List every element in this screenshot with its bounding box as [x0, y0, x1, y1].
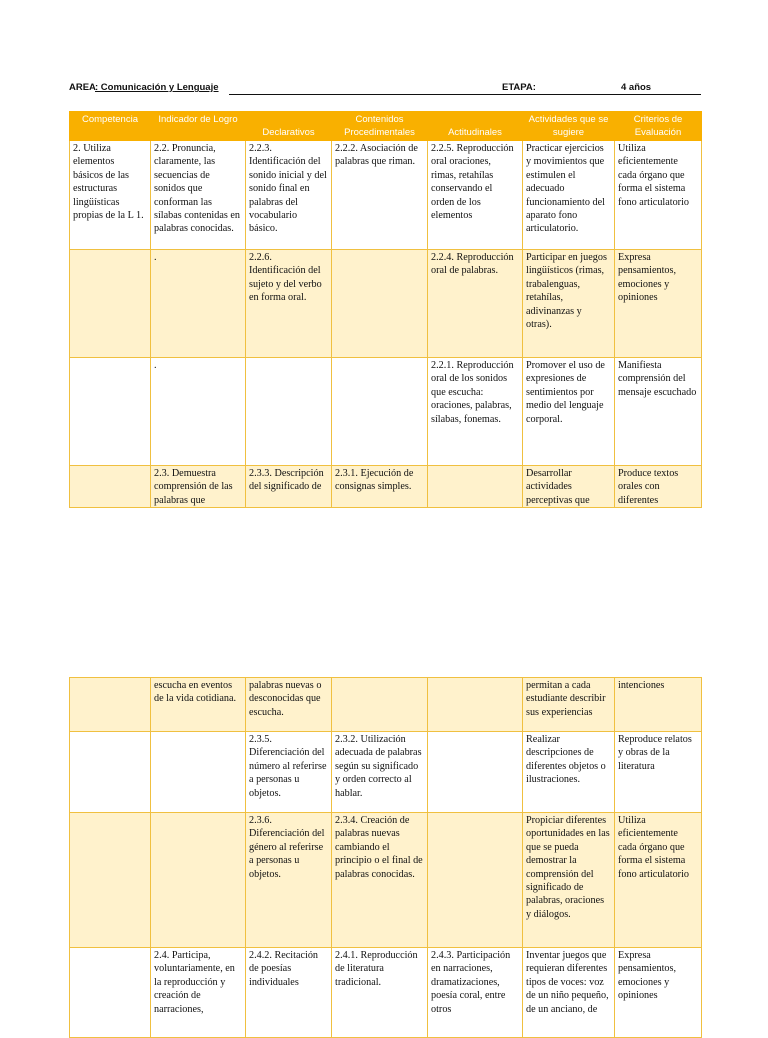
cell-competencia: [70, 948, 151, 1038]
etapa-label: ETAPA:: [502, 82, 536, 93]
cell-actitudinales: 2.2.5. Reproducción oral oraciones, rimas, retahílas conservando el orden de los elementos: [428, 141, 523, 250]
cell-declarativos: 2.2.6. Identificación del sujeto y del verbo en forma oral.: [246, 250, 332, 358]
cell-declarativos: 2.3.5. Diferenciación del número al referirse a personas u objetos.: [246, 732, 332, 813]
cell-actividades: Realizar descripciones de diferentes objetos o ilustraciones.: [523, 732, 615, 813]
cell-actividades: Practicar ejercicios y movimientos que estimulen el adecuado funcionamiento del aparato fono articulatorio.: [523, 141, 615, 250]
header-actitudinales: Actitudinales: [428, 112, 523, 141]
cell-indicador: .: [151, 358, 246, 466]
header-contenidos: Contenidos: [355, 114, 404, 125]
cell-actividades: Promover el uso de expresiones de sentimientos por medio del lenguaje corporal.: [523, 358, 615, 466]
cell-competencia: [70, 813, 151, 948]
document-header: [69, 82, 701, 97]
cell-actitudinales: [428, 678, 523, 732]
cell-actitudinales: 2.2.4. Reproducción oral de palabras.: [428, 250, 523, 358]
cell-actividades: Inventar juegos que requieran diferentes tipos de voces: voz de un niño pequeño, de un anciano, de: [523, 948, 615, 1038]
cell-criterios: intenciones: [615, 678, 702, 732]
cell-criterios: Produce textos orales con diferentes: [615, 466, 702, 508]
table-row: [70, 250, 702, 358]
cell-criterios: Utiliza eficientemente cada órgano que forma el sistema fono articulatorio: [615, 141, 702, 250]
header-indicador: Indicador de Logro: [151, 112, 246, 141]
cell-actitudinales: 2.2.1. Reproducción oral de los sonidos que escucha: oraciones, palabras, sílabas, fonemas.: [428, 358, 523, 466]
cell-declarativos: 2.3.3. Descripción del significado de: [246, 466, 332, 508]
cell-indicador: [151, 732, 246, 813]
cell-actividades: Propiciar diferentes oportunidades en las que se pueda demostrar la comprensión del significado de palabras, oraciones y diálogos.: [523, 813, 615, 948]
curriculum-table-page-1: [69, 111, 702, 508]
cell-procedimentales: 2.3.1. Ejecución de consignas simples.: [332, 466, 428, 508]
cell-actividades: Participar en juegos lingüísticos (rimas, trabalenguas, retahílas, adivinanzas y otras).: [523, 250, 615, 358]
table-row: [70, 466, 702, 508]
cell-procedimentales: 2.4.1. Reproducción de literatura tradicional.: [332, 948, 428, 1038]
table-row: [70, 358, 702, 466]
cell-procedimentales: 2.3.4. Creación de palabras nuevas cambiando el principio o el final de palabras conocidas.: [332, 813, 428, 948]
header-competencia: Competencia: [70, 112, 151, 141]
cell-declarativos: 2.4.2. Recitación de poesías individuales: [246, 948, 332, 1038]
cell-procedimentales: [332, 678, 428, 732]
cell-procedimentales: [332, 250, 428, 358]
cell-actividades: permitan a cada estudiante describir sus experiencias: [523, 678, 615, 732]
cell-procedimentales: 2.3.2. Utilización adecuada de palabras según su significado y orden correcto al hablar.: [332, 732, 428, 813]
header-criterios: Criterios de Evaluación: [615, 112, 702, 141]
etapa-value: 4 años: [621, 82, 652, 93]
cell-competencia: [70, 466, 151, 508]
table-row: [70, 948, 702, 1038]
table-row: [70, 813, 702, 948]
header-declarativos: Declarativos: [246, 112, 332, 141]
table-row: [70, 732, 702, 813]
cell-criterios: Expresa pensamientos, emociones y opiniones: [615, 250, 702, 358]
cell-criterios: Reproduce relatos y obras de la literatura: [615, 732, 702, 813]
header-procedimentales-label: Procedimentales: [344, 127, 415, 138]
table-row: [70, 678, 702, 732]
cell-competencia: 2. Utiliza elementos básicos de las estructuras lingüísticas propias de la L 1.: [70, 141, 151, 250]
area-label: AREA: [69, 82, 96, 93]
cell-criterios: Utiliza eficientemente cada órgano que forma el sistema fono articulatorio: [615, 813, 702, 948]
cell-criterios: Manifiesta comprensión del mensaje escuchado: [615, 358, 702, 466]
curriculum-table-page-2: [69, 677, 702, 1038]
cell-actitudinales: [428, 813, 523, 948]
header-actividades: Actividades que se sugiere: [523, 112, 615, 141]
etapa-underline: [539, 94, 701, 95]
cell-indicador: 2.4. Participa, voluntariamente, en la reproducción y creación de narraciones,: [151, 948, 246, 1038]
cell-declarativos: palabras nuevas o desconocidas que escucha.: [246, 678, 332, 732]
cell-declarativos: 2.3.6. Diferenciación del género al referirse a personas u objetos.: [246, 813, 332, 948]
cell-indicador: escucha en eventos de la vida cotidiana.: [151, 678, 246, 732]
cell-indicador: 2.2. Pronuncia, claramente, las secuencias de sonidos que conforman las sílabas contenidas en palabras conocidas.: [151, 141, 246, 250]
cell-indicador: .: [151, 250, 246, 358]
cell-competencia: [70, 678, 151, 732]
area-underline: [229, 94, 569, 95]
cell-competencia: [70, 358, 151, 466]
cell-actividades: Desarrollar actividades perceptivas que: [523, 466, 615, 508]
cell-declarativos: 2.2.3. Identificación del sonido inicial y del sonido final en palabras del vocabulario básico.: [246, 141, 332, 250]
cell-competencia: [70, 250, 151, 358]
cell-indicador: 2.3. Demuestra comprensión de las palabras que: [151, 466, 246, 508]
cell-actitudinales: 2.4.3. Participación en narraciones, dramatizaciones, poesía coral, entre otros: [428, 948, 523, 1038]
cell-criterios: Expresa pensamientos, emociones y opiniones: [615, 948, 702, 1038]
header-procedimentales: [332, 112, 428, 141]
table-row: [70, 141, 702, 250]
cell-procedimentales: 2.2.2. Asociación de palabras que riman.: [332, 141, 428, 250]
cell-competencia: [70, 732, 151, 813]
area-value: : Comunicación y Lenguaje: [95, 82, 219, 93]
cell-indicador: [151, 813, 246, 948]
cell-declarativos: [246, 358, 332, 466]
table-header-row: [70, 112, 702, 141]
cell-actitudinales: [428, 732, 523, 813]
cell-procedimentales: [332, 358, 428, 466]
cell-actitudinales: [428, 466, 523, 508]
